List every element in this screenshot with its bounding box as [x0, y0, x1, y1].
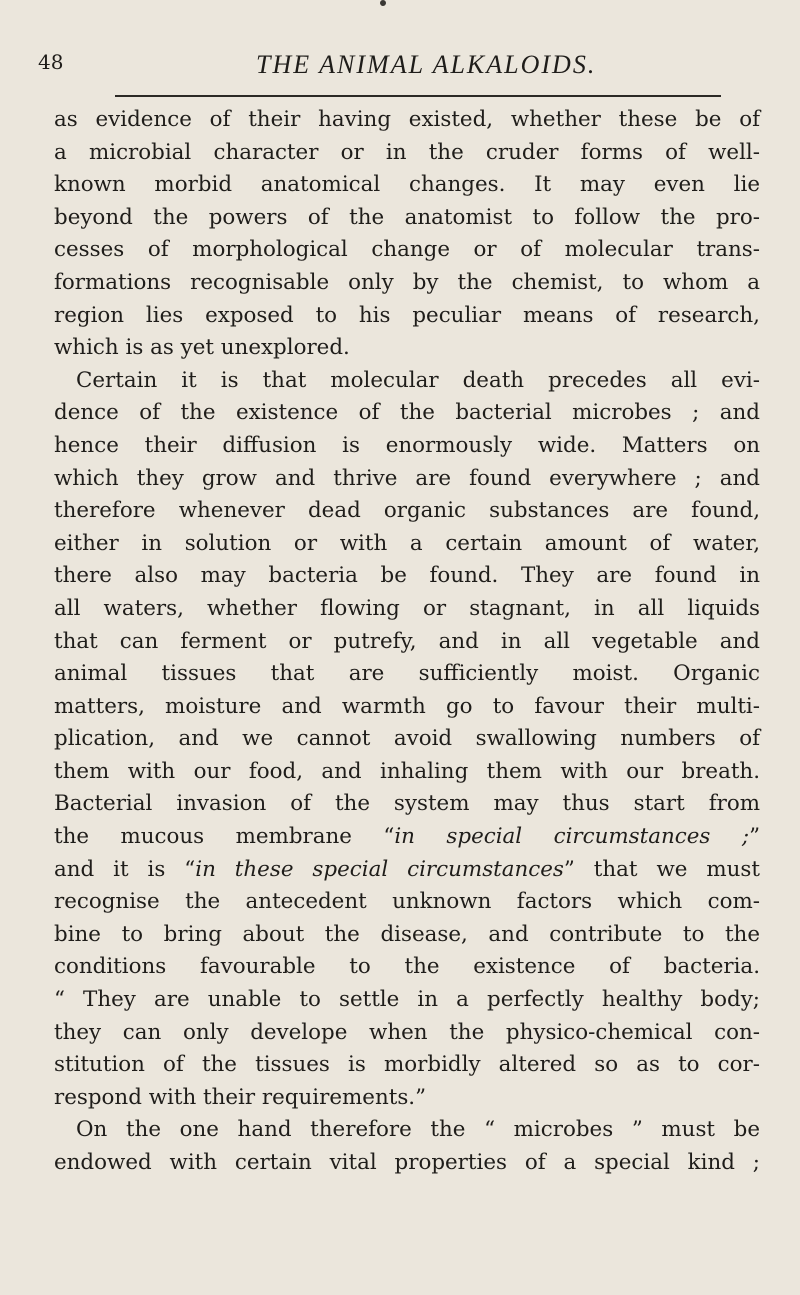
body-text	[54, 104, 760, 1180]
text-line: recognise the antecedent unknown factors which com-	[54, 889, 760, 915]
text-line: animal tissues that are sufficiently moist. Organic	[54, 661, 760, 687]
text-line: conditions favourable to the existence of bacteria.	[54, 954, 760, 980]
text-line: either in solution or with a certain amount of water,	[54, 530, 760, 556]
print-mark	[380, 0, 386, 6]
text-line: matters, moisture and warmth go to favour their multi-	[54, 693, 760, 719]
text-line: a microbial character or in the cruder forms of well-	[54, 139, 760, 165]
text-line: all waters, whether flowing or stagnant, in all liquids	[54, 595, 760, 621]
text-segment: and it is “	[54, 856, 196, 882]
text-line: known morbid anatomical changes. It may even lie	[54, 172, 760, 198]
text-line: Bacterial invasion of the system may thus start from	[54, 791, 760, 817]
text-line: Certain it is that molecular death precedes all evi-	[76, 367, 760, 393]
italic-phrase: in special circumstances ;	[394, 824, 750, 850]
text-line: beyond the powers of the anatomist to follow the pro-	[54, 204, 760, 230]
text-line	[54, 854, 760, 887]
text-line: that can ferment or putrefy, and in all vegetable and	[54, 628, 760, 654]
text-line: “ They are unable to settle in a perfectly healthy body;	[54, 987, 760, 1013]
text-segment: ”	[749, 824, 760, 850]
text-line: dence of the existence of the bacterial microbes ; and	[54, 400, 760, 426]
text-line: as evidence of their having existed, whether these be of	[54, 107, 760, 132]
text-line: endowed with certain vital properties of a special kind ;	[54, 1150, 760, 1175]
text-line: cesses of morphological change or of molecular trans-	[54, 237, 760, 263]
text-line: region lies exposed to his peculiar means of research,	[54, 302, 760, 328]
page-number: 48	[38, 50, 64, 74]
text-line: hence their diffusion is enormously wide. Matters on	[54, 432, 760, 458]
text-segment: the mucous membrane “	[54, 824, 395, 850]
text-line: which is as yet unexplored.	[54, 335, 350, 361]
text-line: them with our food, and inhaling them with our breath.	[54, 758, 760, 784]
header-rule	[115, 95, 721, 97]
italic-phrase: in these special circumstances	[195, 856, 564, 882]
text-line: which they grow and thrive are found everywhere ; and	[54, 465, 760, 491]
text-line: On the one hand therefore the “ microbes ” must be	[76, 1117, 760, 1143]
text-line	[54, 821, 760, 854]
text-line: therefore whenever dead organic substances are found,	[54, 498, 760, 524]
text-line: there also may bacteria be found. They are found in	[54, 563, 760, 589]
text-line: respond with their requirements.”	[54, 1084, 427, 1110]
text-line: stitution of the tissues is morbidly altered so as to cor-	[54, 1052, 760, 1078]
text-segment: ” that we must	[563, 856, 761, 882]
text-line: they can only develope when the physico-chemical con-	[54, 1019, 760, 1045]
text-line: bine to bring about the disease, and contribute to the	[54, 921, 760, 947]
text-line: plication, and we cannot avoid swallowing numbers of	[54, 726, 760, 752]
running-title: THE ANIMAL ALKALOIDS.	[256, 50, 597, 79]
text-line: formations recognisable only by the chemist, to whom a	[54, 269, 760, 295]
